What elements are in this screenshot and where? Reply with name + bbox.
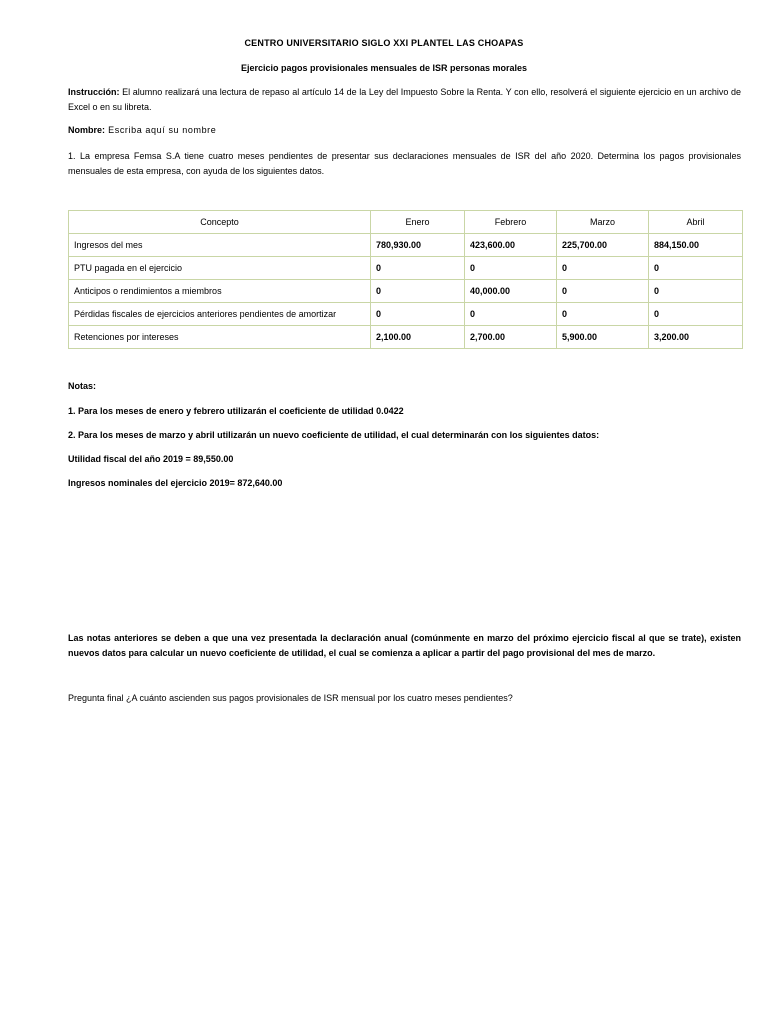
header-marzo: Marzo bbox=[557, 211, 649, 234]
problem-statement: 1. La empresa Femsa S.A tiene cuatro meses pendientes de presentar sus declaraciones mensuales de ISR del año 2020. Determina los pagos provisionales mensuales de esta empresa, con ayuda de los siguientes datos. bbox=[68, 151, 741, 176]
cell-value: 0 bbox=[557, 303, 649, 326]
table-row bbox=[69, 234, 743, 257]
cell-value: 0 bbox=[371, 257, 465, 280]
cell-value: 0 bbox=[371, 280, 465, 303]
data-table bbox=[68, 210, 743, 349]
header-febrero: Febrero bbox=[465, 211, 557, 234]
cell-value: 0 bbox=[557, 280, 649, 303]
table-row bbox=[69, 280, 743, 303]
table-header-row bbox=[69, 211, 743, 234]
table-row bbox=[69, 303, 743, 326]
cell-value: 0 bbox=[465, 303, 557, 326]
cell-value: 0 bbox=[371, 303, 465, 326]
name-field[interactable]: Escriba aquí su nombre bbox=[108, 125, 217, 135]
note-2: 2. Para los meses de marzo y abril utilizarán un nuevo coeficiente de utilidad, el cual determinarán con los siguientes datos: bbox=[68, 430, 600, 440]
cell-value: 423,600.00 bbox=[465, 234, 557, 257]
table-row bbox=[69, 257, 743, 280]
cell-value: 0 bbox=[557, 257, 649, 280]
note-utilidad-fiscal: Utilidad fiscal del año 2019 = 89,550.00 bbox=[68, 454, 234, 464]
instruction-label: Instrucción: bbox=[68, 87, 120, 97]
cell-value: 0 bbox=[465, 257, 557, 280]
institution-title: CENTRO UNIVERSITARIO SIGLO XXI PLANTEL LAS CHOAPAS bbox=[244, 38, 524, 48]
cell-value: 40,000.00 bbox=[465, 280, 557, 303]
notes-heading: Notas: bbox=[68, 381, 97, 391]
cell-value: 884,150.00 bbox=[649, 234, 743, 257]
exercise-title: Ejercicio pagos provisionales mensuales de ISR personas morales bbox=[240, 63, 528, 73]
row-concept: Pérdidas fiscales de ejercicios anteriores pendientes de amortizar bbox=[69, 303, 371, 326]
cell-value: 0 bbox=[649, 303, 743, 326]
row-concept: Anticipos o rendimientos a miembros bbox=[69, 280, 371, 303]
cell-value: 2,100.00 bbox=[371, 326, 465, 349]
name-label: Nombre: bbox=[68, 125, 106, 135]
row-concept: Ingresos del mes bbox=[69, 234, 371, 257]
name-line bbox=[68, 123, 741, 138]
cell-value: 0 bbox=[649, 257, 743, 280]
cell-value: 2,700.00 bbox=[465, 326, 557, 349]
cell-value: 225,700.00 bbox=[557, 234, 649, 257]
row-concept: PTU pagada en el ejercicio bbox=[69, 257, 371, 280]
cell-value: 5,900.00 bbox=[557, 326, 649, 349]
header-concepto: Concepto bbox=[69, 211, 371, 234]
cell-value: 0 bbox=[649, 280, 743, 303]
cell-value: 780,930.00 bbox=[371, 234, 465, 257]
header-enero: Enero bbox=[371, 211, 465, 234]
header-abril: Abril bbox=[649, 211, 743, 234]
note-ingresos-nominales: Ingresos nominales del ejercicio 2019= 872,640.00 bbox=[68, 478, 283, 488]
note-1: 1. Para los meses de enero y febrero utilizarán el coeficiente de utilidad 0.0422 bbox=[68, 406, 404, 416]
cell-value: 3,200.00 bbox=[649, 326, 743, 349]
table-row bbox=[69, 326, 743, 349]
instruction-paragraph bbox=[68, 85, 741, 115]
closing-paragraph: Las notas anteriores se deben a que una vez presentada la declaración anual (comúnmente en marzo del próximo ejercicio fiscal al que se trate), existen nuevos datos para calcular un nuevo coeficiente de utilidad, el cual se comienza a aplicar a partir del pago provisional del mes de marzo. bbox=[68, 633, 741, 658]
row-concept: Retenciones por intereses bbox=[69, 326, 371, 349]
instruction-text: El alumno realizará una lectura de repaso al artículo 14 de la Ley del Impuesto Sobre la Renta. Y con ello, resolverá el siguiente ejercicio en un archivo de Excel o en su libreta. bbox=[68, 87, 741, 112]
final-question: Pregunta final ¿A cuánto ascienden sus pagos provisionales de ISR mensual por los cuatro meses pendientes? bbox=[68, 693, 513, 703]
